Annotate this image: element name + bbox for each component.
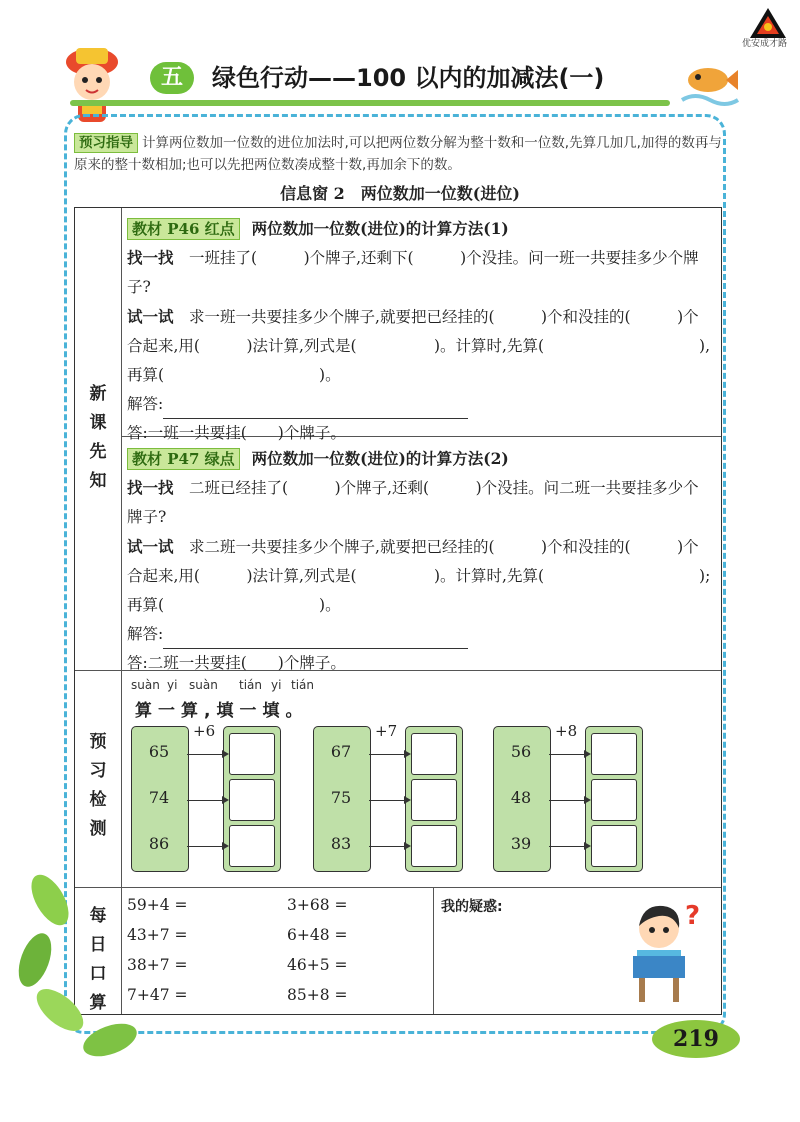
pinyin: tián (291, 678, 314, 692)
doubt-divider (433, 887, 434, 1014)
answer-cell[interactable] (411, 733, 457, 775)
operator-label: +6 (193, 722, 216, 740)
lesson-block-1 (127, 214, 713, 448)
result-box (405, 726, 463, 872)
arrow (369, 846, 409, 847)
answer-line[interactable] (163, 628, 468, 649)
lesson-block-2 (127, 444, 713, 678)
answer-label: 解答: (127, 625, 164, 643)
preview-guide (74, 132, 724, 176)
find-label: 找一找 (127, 478, 174, 497)
side-label-text: 新课先知 (89, 384, 107, 491)
answer-cell[interactable] (229, 733, 275, 775)
textbook-tag-p46: 教材 P46 红点 (127, 218, 240, 240)
find-label: 找一找 (127, 248, 174, 267)
guide-text: 计算两位数加一位数的进位加法时,可以把两位数分解为整十数和一位数,先算几加几,加得的数再与原来的整十数相加;也可以先把两位数凑成整十数,再加余下的数。 (74, 135, 722, 173)
unit-number-badge: 五 (150, 62, 194, 94)
addend-number: 75 (330, 788, 352, 807)
svg-text:?: ? (685, 901, 701, 931)
add-group (131, 722, 281, 876)
addend-number: 39 (510, 834, 532, 853)
answer-cell[interactable] (229, 779, 275, 821)
calc-item: 3+68 = (287, 896, 348, 914)
arrow (549, 754, 589, 755)
add-group (313, 722, 463, 876)
addend-number: 67 (330, 742, 352, 761)
add-group (493, 722, 643, 876)
try-label: 试一试 (127, 537, 174, 556)
answer-sentence: 答:一班一共要挂( )个牌子。 (127, 424, 346, 442)
leaves-decoration-icon (10, 860, 160, 1060)
pinyin: tián (239, 678, 262, 692)
calc-item: 59+4 = (127, 896, 188, 914)
side-label-text: 预习检测 (89, 732, 107, 839)
pinyin: suàn (189, 678, 218, 692)
result-box (223, 726, 281, 872)
addend-number: 86 (148, 834, 170, 853)
arrow (369, 754, 409, 755)
addend-number: 83 (330, 834, 352, 853)
arrow (549, 800, 589, 801)
addend-number: 56 (510, 742, 532, 761)
reading-boy-icon (623, 898, 713, 1006)
answer-cell[interactable] (591, 825, 637, 867)
title-underline (70, 100, 670, 106)
side-label-text: 每日口算 (89, 906, 107, 1013)
addend-number: 74 (148, 788, 170, 807)
guide-tag: 预习指导 (74, 133, 138, 153)
doubt-label: 我的疑惑: (441, 899, 503, 915)
exercise-title: 算一算,填一填。 (135, 701, 309, 721)
arrow (187, 846, 227, 847)
answer-cell[interactable] (411, 825, 457, 867)
block1-heading: 两位数加一位数(进位)的计算方法(1) (251, 219, 509, 238)
pinyin: yi (271, 678, 282, 692)
answer-line[interactable] (163, 398, 468, 419)
calc-item: 85+8 = (287, 986, 348, 1004)
try-text: 求一班一共要挂多少个牌子,就要把已经挂的( )个和没挂的( )个合起来,用( )法计算,列式是( )。计算时,先算( ),再算( )。 (127, 308, 710, 384)
pinyin: suàn (131, 678, 160, 692)
side-label-new-lesson (75, 380, 121, 496)
answer-sentence: 答:二班一共要挂( )个牌子。 (127, 654, 346, 672)
block2-heading: 两位数加一位数(进位)的计算方法(2) (251, 449, 509, 468)
addend-number: 65 (148, 742, 170, 761)
answer-label: 解答: (127, 395, 164, 413)
pinyin: yi (167, 678, 178, 692)
arrow (187, 754, 227, 755)
page-number: 219 (652, 1020, 740, 1058)
calc-item: 38+7 = (127, 956, 188, 974)
calc-item: 46+5 = (287, 956, 348, 974)
try-label: 试一试 (127, 307, 174, 326)
result-box (585, 726, 643, 872)
addend-number: 48 (510, 788, 532, 807)
calc-item: 7+47 = (127, 986, 188, 1004)
arrow (549, 846, 589, 847)
arrow (369, 800, 409, 801)
worksheet-table (74, 207, 722, 1015)
answer-cell[interactable] (591, 733, 637, 775)
answer-cell[interactable] (411, 779, 457, 821)
arrow (187, 800, 227, 801)
operator-label: +8 (555, 722, 578, 740)
page-title: 绿色行动——100 以内的加减法(一) (212, 64, 605, 92)
textbook-tag-p47: 教材 P47 绿点 (127, 448, 240, 470)
operator-label: +7 (375, 722, 398, 740)
publisher-logo-text: 优安成才路 (742, 39, 788, 49)
answer-cell[interactable] (591, 779, 637, 821)
try-text: 求二班一共要挂多少个牌子,就要把已经挂的( )个和没挂的( )个合起来,用( )法计算,列式是( )。计算时,先算( );再算( )。 (127, 538, 711, 614)
info-window-title: 信息窗 2 两位数加一位数(进位) (280, 184, 520, 203)
section-divider-2 (75, 887, 721, 888)
find-text: 一班挂了( )个牌子,还剩下( )个没挂。问一班一共要挂多少个牌子? (127, 249, 699, 296)
calc-item: 43+7 = (127, 926, 188, 944)
calc-item: 6+48 = (287, 926, 348, 944)
fish-decoration-icon (680, 52, 740, 108)
answer-cell[interactable] (229, 825, 275, 867)
find-text: 二班已经挂了( )个牌子,还剩( )个没挂。问二班一共要挂多少个牌子? (127, 479, 699, 526)
side-label-preview-check (75, 728, 121, 844)
